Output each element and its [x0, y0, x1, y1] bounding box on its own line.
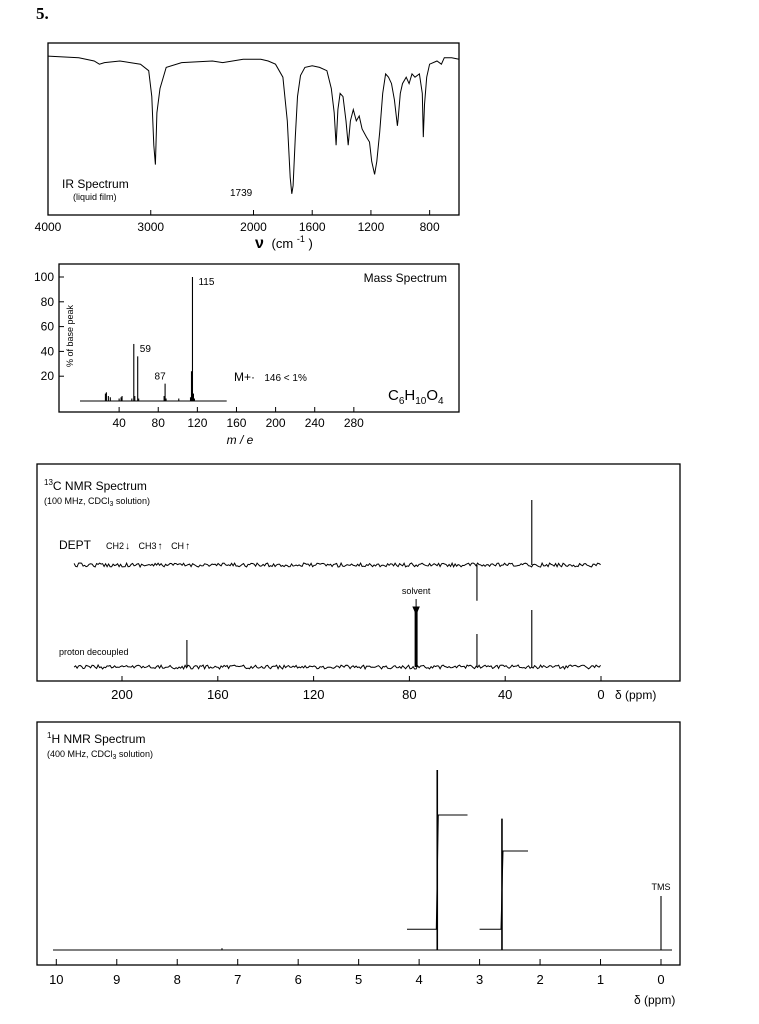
h1-integral	[480, 851, 528, 929]
h1-title-main: H NMR Spectrum	[51, 732, 146, 746]
formula-c: C	[388, 387, 399, 404]
mass-y-tick-label: 100	[33, 270, 54, 284]
formula-h-count: 10	[415, 396, 427, 407]
ir-xlabel-unit: (cm	[271, 236, 294, 251]
h1-ticks	[49, 959, 665, 987]
h1-tick-label: 7	[234, 972, 242, 987]
formula-o: O	[426, 387, 439, 404]
mass-title: Mass Spectrum	[363, 271, 447, 285]
mass-molecular-ion-note: 146 < 1%	[264, 373, 307, 384]
h1-tick-label: 9	[113, 972, 121, 987]
dept-baseline	[74, 563, 601, 567]
mass-x-tick-label: 240	[304, 416, 325, 430]
ir-trace	[48, 56, 459, 194]
h1-tick-label: 4	[415, 972, 423, 987]
mass-x-tick-label: 160	[226, 416, 247, 430]
mass-molecular-ion	[234, 370, 307, 384]
h1-tick-label: 5	[355, 972, 363, 987]
h1-conditions-post: solution)	[116, 749, 153, 759]
c13-title	[44, 478, 147, 493]
c13-xlabel: δ (ppm)	[615, 688, 657, 702]
mass-peak-label: 115	[198, 277, 215, 288]
ir-tick-label: 1200	[357, 220, 385, 234]
mass-x-tick-label: 120	[187, 416, 208, 430]
h1-title	[47, 731, 145, 746]
c13-tick-label: 160	[206, 687, 229, 702]
mass-x-tick-label: 200	[265, 416, 286, 430]
c13-conditions-pre: (100 MHz, CDCl	[44, 496, 110, 506]
mass-molecular-ion-label: M+·	[234, 370, 255, 384]
ir-tick-label: 4000	[34, 220, 62, 234]
dept-legend-ch: CH	[171, 541, 185, 551]
h1-conditions-sub: 3	[112, 754, 117, 761]
h1-panel	[37, 722, 680, 1007]
ir-plot	[48, 56, 459, 194]
c13-tick-label: 80	[402, 687, 417, 702]
ir-tick-label: 3000	[137, 220, 165, 234]
dept-legend-ch3: CH3	[138, 541, 157, 551]
mass-y-tick-label: 40	[40, 344, 54, 359]
tms-label: TMS	[651, 882, 671, 892]
h1-tick-label: 1	[596, 972, 605, 987]
c13-conditions-sub: 3	[109, 501, 114, 508]
dept-legend	[106, 541, 190, 552]
mass-plot	[80, 277, 227, 401]
solvent-label: solvent	[401, 586, 431, 596]
formula-o-count: 4	[438, 396, 444, 407]
formula-h: H	[404, 387, 416, 404]
h1-tick-label: 3	[475, 972, 484, 987]
proton-decoupled-label: proton decoupled	[59, 647, 129, 657]
mass-y-tick-label: 60	[40, 319, 54, 334]
h1-tick-label: 0	[657, 972, 665, 987]
mass-ticks	[34, 270, 364, 430]
ir-xlabel-nu: ν	[255, 235, 264, 252]
mass-frame	[59, 264, 459, 412]
mass-xlabel: m / e	[226, 433, 254, 447]
c13-tick-label: 40	[497, 687, 513, 702]
c13-title-sup: 13	[44, 478, 53, 487]
h1-tick-label: 10	[49, 972, 64, 987]
h1-xlabel: δ (ppm)	[634, 993, 676, 1007]
dept-legend-ch3-arrow: ↑	[157, 541, 163, 552]
h1-conditions-pre: (400 MHz, CDCl	[47, 749, 113, 759]
h1-plot	[53, 770, 672, 950]
mass-y-tick-label: 80	[40, 294, 54, 309]
c13-plot	[74, 500, 601, 669]
mass-x-tick-label: 80	[151, 416, 165, 430]
c13-tick-label: 200	[111, 687, 133, 702]
problem-number: 5.	[36, 4, 49, 23]
dept-legend-ch2-arrow: ↓	[125, 541, 131, 552]
formula-c-count: 6	[398, 396, 405, 407]
h1-title-sup: 1	[47, 731, 52, 740]
mass-panel	[34, 264, 459, 447]
mass-x-tick-label: 40	[112, 416, 126, 430]
h1-conditions	[47, 749, 153, 761]
mass-ylabel: % of base peak	[65, 304, 75, 367]
ir-ticks	[35, 210, 440, 234]
decoupled-baseline	[74, 665, 601, 669]
ir-tick-label: 1600	[298, 220, 326, 234]
dept-legend-ch2: CH2	[106, 541, 125, 551]
ir-xlabel-sup: -1	[296, 234, 305, 244]
c13-title-main: C NMR Spectrum	[52, 479, 147, 493]
mass-formula	[388, 387, 444, 407]
h1-tick-label: 2	[536, 972, 544, 987]
solvent-arrow	[413, 599, 419, 614]
mass-peak-label: 59	[139, 343, 151, 355]
mass-y-tick-label: 20	[40, 369, 54, 384]
ir-annotation: 1739	[230, 188, 253, 199]
c13-conditions	[44, 496, 150, 508]
c13-conditions-post: solution)	[113, 496, 150, 506]
ir-xlabel-close: )	[308, 236, 313, 251]
dept-label: DEPT	[59, 538, 92, 552]
ir-subtitle: (liquid film)	[73, 192, 117, 202]
c13-tick-label: 120	[302, 687, 325, 702]
mass-peak-label: 87	[154, 371, 166, 383]
ir-title: IR Spectrum	[62, 177, 129, 191]
dept-legend-ch-arrow: ↑	[185, 541, 191, 552]
ir-tick-label: 800	[419, 220, 440, 234]
c13-ticks	[111, 676, 604, 702]
h1-tick-label: 8	[173, 972, 181, 987]
ir-panel	[35, 43, 459, 252]
h1-tick-label: 6	[294, 972, 302, 987]
c13-panel	[37, 464, 680, 702]
ir-tick-label: 2000	[240, 220, 267, 234]
mass-x-tick-label: 280	[343, 416, 364, 430]
c13-tick-label: 0	[597, 687, 605, 702]
